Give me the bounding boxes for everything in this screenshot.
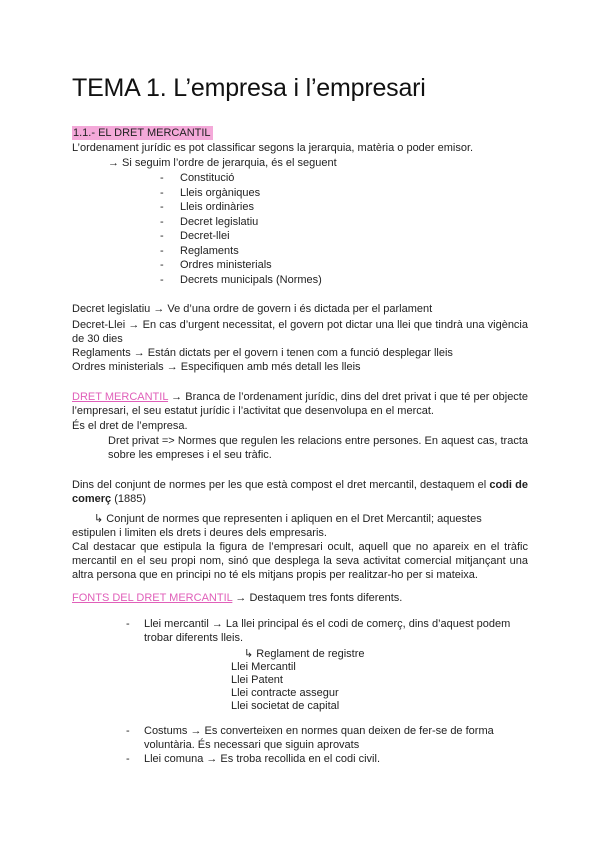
codi-arrow-text-2: estipulen i limiten els drets i deures dels empresaris. [72,527,327,539]
sublaw-item: Llei Mercantil [231,661,296,673]
fonts-dret-link[interactable]: FONTS DEL DRET MERCANTIL [72,592,233,604]
fonts-item-llei-comuna: Llei comuna → Es troba recollida en el codi civil. [144,753,381,765]
codi-arrow-text: ↳ Conjunt de normes que representen i apliquen en el Dret Mercantil; aquestes [94,513,482,525]
definition-decret-legislatiu: Decret legislatiu → Ve d’una ordre de govern i és dictada per el parlament [72,303,433,315]
list-item: - Reglaments [160,244,322,259]
definition-reglaments: Reglaments → Están dictats per el govern i tenen com a funció desplegar lleis [72,347,453,359]
reglament-heading: ↳ Reglament de registre [244,648,365,660]
section-heading [72,126,213,140]
list-item: - Decret legislatiu [160,215,322,230]
sublaw-item: Llei contracte assegur [231,687,339,699]
dret-privat-text: Dret privat => Normes que regulen les relacions entre persones. En aquest cas, tracta sobre les empreses i el seu tràfic. [108,435,528,461]
document-page: TEMA 1. L’empresa i l’empresari 1.1.- EL DRET MERCANTIL L’ordenament jurídic es pot classificar segons la jerarquia, matèria o poder emisor. → Si seguim l’ordre de jerarquia, és el seguent - Constitució - Lleis orgàniques - Lleis ordinàries - Decret legislatiu - Decret-llei - Reglaments - Ordres ministerials - Decrets municipals (Normes) Decret legislatiu → Ve d’una ordre de govern i és dictada per el parlament Decret-Llei → En cas d’urgent necessitat, el govern pot dictar una llei que tindrà una vigència de 30 dies Reglaments → Están dictats per el govern i tenen com a funció desplegar lleis Ordres ministerials → Especifiquen amb més detall les lleis DRET MERCANTIL → Branca de l’ordenament jurídic, dins del dret privat i que té per objecte l’empresari, el seu estatut jurídic i l’activitat que desenvolupa en el mercat. És el dret de l’empresa. Dret privat => Normes que regulen les relacions entre persones. En aquest cas, tracta sobre les empreses i el seu tràfic. Dins del conjunt de normes per les que està compost el dret mercantil, destaquem el codi de comerç (1885) ↳ Conjunt de normes que representen i apliquen en el Dret Mercantil; aquestes estipulen i limiten els drets i deures dels empresaris. Cal destacar que estipula la figura de l’empresari ocult, aquell que no apareix en el tràfic mercantil en el seu propi nom, sinó que desplega la seva activitat comercial mitjançant una altra persona que en principi no té els mitjans propis per realitzar-ho per si mateixa. FONTS DEL DRET MERCANTIL → Destaquem tres fonts diferents. - Llei mercantil → La llei principal és el codi de comerç, dins d’aquest podem trobar diferents lleis. ↳ Reglament de registre Llei Mercantil Llei Patent Llei contracte assegur Llei societat de capital - Costums → Es converteixen en normes quan deixen de fer-se de forma voluntària. És necessari que siguin aprovats - Llei comuna → Es troba recollida en el codi civil. [0,0,600,848]
list-item: - Lleis ordinàries [160,200,322,215]
definition-decret-llei: Decret-Llei → En cas d’urgent necessitat, el govern pot dictar una llei que tindrà una vigència de 30 dies [72,319,528,345]
list-item: - Lleis orgàniques [160,186,322,201]
fonts-paragraph: FONTS DEL DRET MERCANTIL → Destaquem tres fonts diferents. [72,592,403,604]
highlighted-heading: 1.1.- EL DRET MERCANTIL [73,127,211,139]
list-item: - Decrets municipals (Normes) [160,273,322,288]
list-item: - Ordres ministerials [160,258,322,273]
hierarchy-list [160,171,322,287]
fonts-item-llei-mercantil: Llei mercantil → La llei principal és el codi de comerç, dins d’aquest podem trobar diferents lleis. [144,618,511,644]
codi-comerc-paragraph: Dins del conjunt de normes per les que està compost el dret mercantil, destaquem el codi de comerç (1885) [72,479,528,505]
hierarchy-intro: → Si seguim l’ordre de jerarquia, és el seguent [108,157,337,169]
sublaw-item: Llei Patent [231,674,283,686]
empresari-ocult-text: Cal destacar que estipula la figura de l’empresari ocult, aquell que no apareix en el tràfic mercantil en el seu propi nom, sinó que desplega la seva activitat comercial mitjançant una altra persona que en principi no té els mitjans propis per realitzar-ho per si mateixa. [72,541,528,581]
codi-comerc-bold: codi de comerç [72,479,528,505]
list-item: - Constitució [160,171,322,186]
sublaw-item: Llei societat de capital [231,700,340,712]
dret-mercantil-paragraph: DRET MERCANTIL → Branca de l’ordenament jurídic, dins del dret privat i que té per objecte l’empresari, el seu estatut jurídic i l’activitat que desenvolupa en el mercat. [72,391,528,417]
list-item: - Decret-llei [160,229,322,244]
dret-mercantil-link[interactable]: DRET MERCANTIL [72,391,169,403]
intro-text: L’ordenament jurídic es pot classificar segons la jerarquia, matèria o poder emisor. [72,142,474,154]
fonts-item-costums: Costums → Es converteixen en normes quan deixen de fer-se de forma voluntària. És necessari que siguin aprovats [144,725,494,751]
page-title: TEMA 1. L’empresa i l’empresari [72,74,426,102]
definition-ordres: Ordres ministerials → Especifiquen amb més detall les lleis [72,361,361,373]
dret-empresa-line: És el dret de l’empresa. [72,420,188,432]
